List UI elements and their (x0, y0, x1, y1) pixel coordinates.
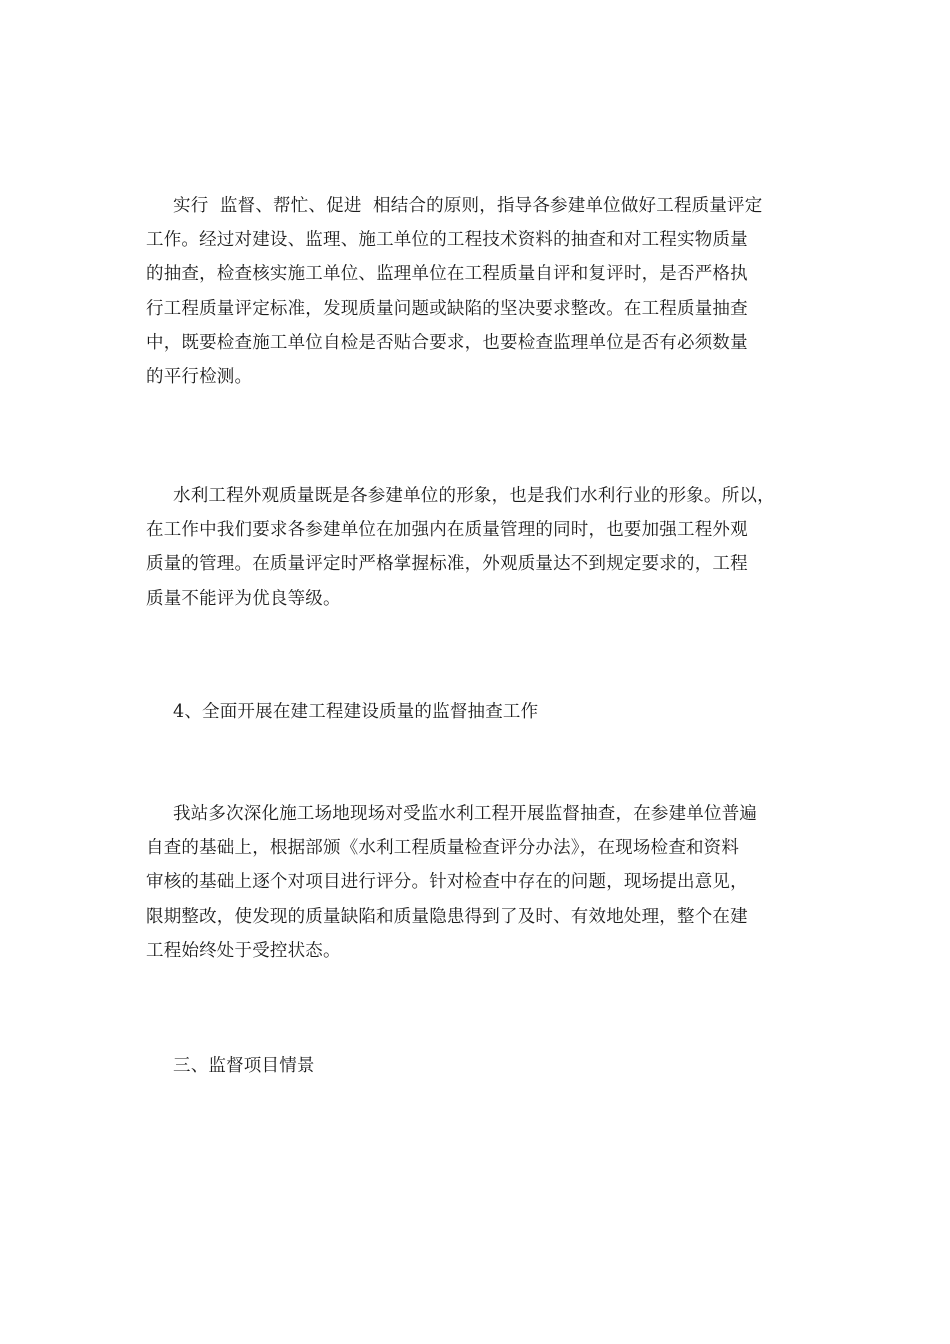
paragraph-line: 行工程质量评定标准，发现质量问题或缺陷的坚决要求整改。在工程质量抽查 (146, 298, 748, 319)
paragraph-line: 工作。经过对建设、监理、施工单位的工程技术资料的抽查和对工程实物质量 (146, 230, 748, 251)
paragraph-line: 在工作中我们要求各参建单位在加强内在质量管理的同时，也要加强工程外观 (146, 520, 748, 541)
paragraph-line: 审核的基础上逐个对项目进行评分。针对检查中存在的问题，现场提出意见， (146, 872, 748, 893)
paragraph-appearance-quality (146, 479, 826, 616)
paragraph-line: 质量不能评为优良等级。 (146, 588, 341, 609)
paragraph-line: 工程始终处于受控状态。 (146, 940, 341, 961)
section-heading-4 (146, 695, 826, 729)
paragraph-line: 中，既要检查施工单位自检是否贴合要求，也要检查监理单位是否有必须数量 (146, 332, 748, 353)
paragraph-line: 的抽查，检查核实施工单位、监理单位在工程质量自评和复评时，是否严格执 (146, 264, 748, 285)
paragraph-line: 限期整改，使发现的质量缺陷和质量隐患得到了及时、有效地处理，整个在建 (146, 906, 748, 927)
paragraph-line: 自查的基础上，根据部颁《水利工程质量检查评分办法》，在现场检查和资料 (146, 838, 740, 859)
paragraph-spot-check (146, 797, 826, 968)
section-heading-3 (146, 1049, 826, 1083)
paragraph-line: 质量的管理。在质量评定时严格掌握标准，外观质量达不到规定要求的，工程 (146, 554, 748, 575)
paragraph-line: 实行 监督、帮忙、促进 相结合的原则，指导各参建单位做好工程质量评定 (173, 196, 763, 216)
section-heading: 三、监督项目情景 (173, 1056, 315, 1076)
paragraph-supervision-principle (146, 189, 826, 394)
paragraph-line: 水利工程外观质量既是各参建单位的形象，也是我们水利行业的形象。所以， (173, 486, 775, 506)
paragraph-line: 我站多次深化施工场地现场对受监水利工程开展监督抽查，在参建单位普遍 (173, 804, 758, 824)
section-heading: 4、全面开展在建工程建设质量的监督抽查工作 (173, 702, 539, 722)
paragraph-line: 的平行检测。 (146, 366, 253, 387)
